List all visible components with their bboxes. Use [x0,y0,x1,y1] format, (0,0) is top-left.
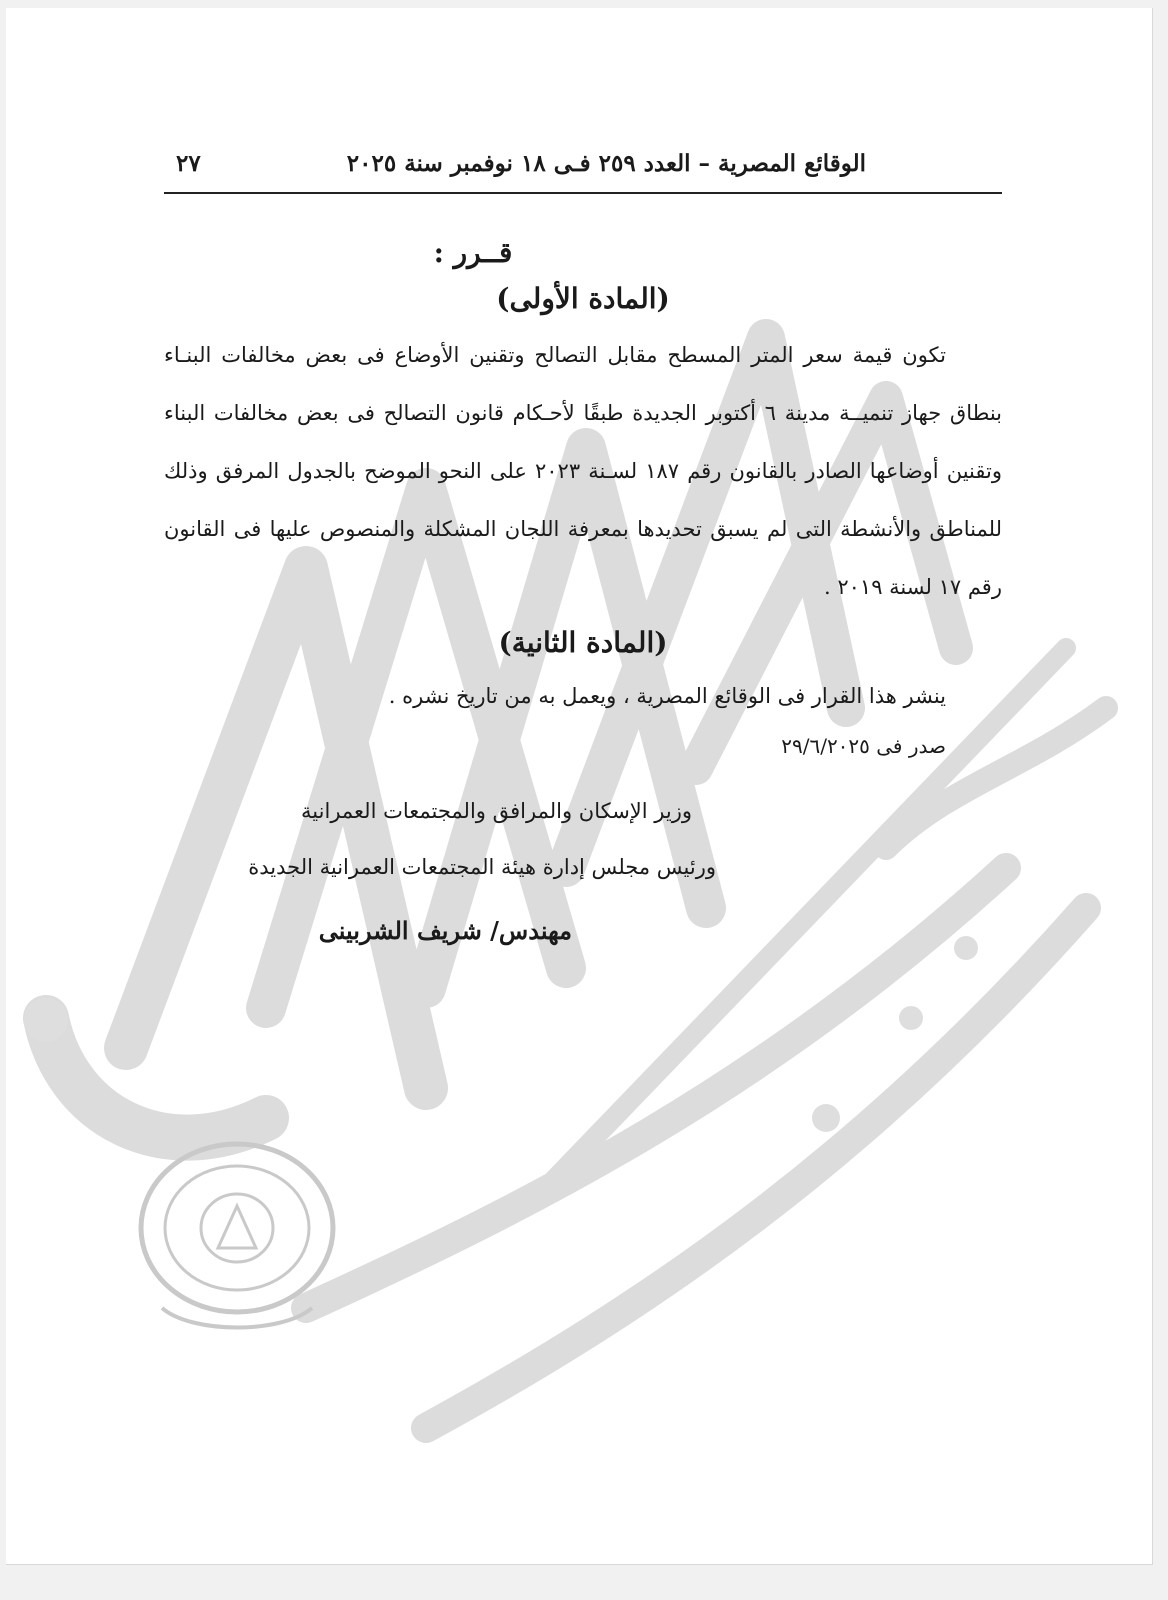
bottom-margin [0,1565,1168,1600]
decree-title: قــرر : [433,236,513,269]
signatory-title-1: وزير الإسكان والمرافق والمجتمعات العمرانية [301,799,692,823]
article-1-heading: (المادة الأولى) [496,282,670,315]
signatory-title-2: ورئيس مجلس إدارة هيئة المجتمعات العمرانية الجديدة [248,855,716,879]
page-number: ٢٧ [176,150,201,177]
article-2-heading: (المادة الثانية) [498,626,668,659]
page-header [164,140,1002,194]
issue-date: صدر فى ٢٩/٦/٢٠٢٥ [781,734,946,758]
publication-line: الوقائع المصرية – العدد ٢٥٩ فـى ١٨ نوفمبر سنة ٢٠٢٥ [346,150,866,177]
article-2-text: ينشر هذا القرار فى الوقائع المصرية ، ويعمل به من تاريخ نشره . [388,684,946,708]
article-1-text [164,326,1002,616]
decree-body [164,230,1002,945]
document-page [6,8,1153,1565]
ministry-seal-icon [122,1128,352,1338]
signatory-name: مهندس/ شريف الشربينى [318,916,572,945]
article-1-text-content: تكون قيمة سعر المتر المسطح مقابل التصالح وتقنين الأوضاع فى بعض مخالفات البنـاء بنطاق جهاز تنميــة مدينة ٦ أكتوبر الجديدة طبقًا لأحـكام قانون التصالح فى بعض مخالفات البناء وتقنين أوضاعها الصادر بالقانون رقم ١٨٧ لسـنة ٢٠٢٣ على النحو الموضح بالجدول المرفق وذلك للمناطق والأنشطة التى لم يسبق تحديدها بمعرفة اللجان المشكلة والمنصوص عليها فى القانون رقم ١٧ لسنة ٢٠١٩ . [164,343,1003,599]
